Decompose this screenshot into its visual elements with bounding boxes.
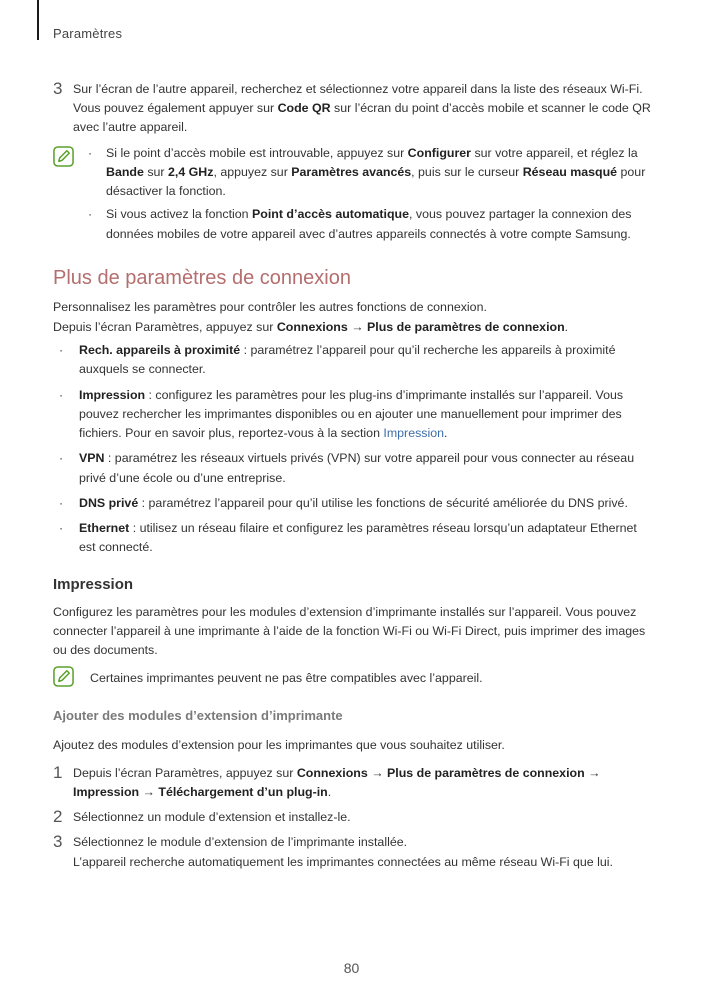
step-3-top bbox=[53, 80, 653, 138]
page-number: 80 bbox=[343, 960, 360, 976]
note-text: Certaines imprimantes peuvent ne pas être compatibles avec l’appareil. bbox=[90, 671, 483, 686]
step-number: 1 bbox=[53, 762, 63, 782]
step-1 bbox=[53, 764, 653, 802]
running-header: Paramètres bbox=[53, 26, 123, 41]
ajouter-intro: Ajoutez des modules d’extension pour les imprimantes que vous souhaitez utiliser. bbox=[53, 738, 505, 753]
subsection-title: Impression bbox=[53, 576, 134, 594]
section-title: Plus de paramètres de connexion bbox=[53, 266, 351, 289]
section-path: Depuis l’écran Paramètres, appuyez sur Connexions → Plus de paramètres de connexion. bbox=[53, 319, 569, 334]
step-number: 2 bbox=[53, 807, 63, 827]
note-item: · Si le point d’accès mobile est introuvable, appuyez sur Configurer sur votre appareil, et réglez la Bande sur 2,4 GHz, appuyez sur Paramètres avancés, puis sur le curseur Réseau masqué pour désactiver la fonction. bbox=[88, 145, 646, 199]
header-rule bbox=[37, 0, 39, 40]
list-item: · VPN : paramétrez les réseaux virtuels privés (VPN) sur votre appareil pour vous connecter au réseau privé d’une école ou d’une entreprise. bbox=[59, 451, 635, 485]
note-item: · Si vous activez la fonction Point d’accès automatique, vous pouvez partager la connexion des données mobiles de votre appareil avec d’autres appareils connectés à votre compte Samsung. bbox=[88, 207, 632, 241]
note-icon bbox=[53, 146, 74, 167]
step-text: Depuis l’écran Paramètres, appuyez sur Connexions → Plus de paramètres de connexion → Impression → Téléchargement d’un plug-in. bbox=[73, 765, 601, 799]
step-text: Sur l’écran de l’autre appareil, recherchez et sélectionnez votre appareil dans la liste des réseaux Wi-Fi. Vous pouvez également appuyer sur Code QR sur l’écran du point d’accès mobile et scanner le code QR avec l’autre appareil. bbox=[73, 82, 651, 135]
note-block bbox=[53, 144, 653, 244]
step-text: Sélectionnez le module d’extension de l’imprimante installée. bbox=[73, 835, 408, 850]
list-item: · Impression : configurez les paramètres pour les plug-ins d’imprimante installés sur l’appareil. Vous pouvez rechercher les imprimantes disponibles ou en ajouter une manuellement pour imprimer des fichiers. Pour en savoir plus, reportez-vous à la section Impression. bbox=[59, 387, 624, 441]
step-2 bbox=[53, 808, 653, 827]
step-subtext: L’appareil recherche automatiquement les imprimantes connectées au même réseau Wi-Fi que lui. bbox=[73, 854, 613, 869]
subsubsection-title: Ajouter des modules d’extension d’imprimante bbox=[53, 708, 343, 724]
list-item: · Ethernet : utilisez un réseau filaire et configurez les paramètres réseau lorsqu’un adaptateur Ethernet est connecté. bbox=[59, 520, 637, 555]
note-icon bbox=[53, 666, 74, 687]
step-number: 3 bbox=[53, 832, 63, 852]
note-list bbox=[88, 144, 653, 244]
page-content bbox=[53, 80, 653, 872]
list-item: · Rech. appareils à proximité : paramétrez l’appareil pour qu’il recherche les appareils à proximité auxquels se connecter. bbox=[59, 343, 616, 377]
impression-link[interactable]: Impression bbox=[383, 426, 445, 441]
note-block bbox=[53, 668, 653, 692]
section-intro: Personnalisez les paramètres pour contrôler les autres fonctions de connexion. bbox=[53, 299, 487, 314]
step-text: Sélectionnez un module d’extension et installez-le. bbox=[73, 810, 351, 825]
impression-body: Configurez les paramètres pour les modules d’extension d’imprimante installés sur l’appareil. Vous pouvez connecter l’appareil à une imprimante à l’aide de la fonction Wi-Fi ou Wi-Fi Direct, puis imprimer des images ou des documents. bbox=[53, 604, 646, 658]
list-item: · DNS privé : paramétrez l’appareil pour qu’il utilise les fonctions de sécurité améliorée du DNS privé. bbox=[59, 495, 628, 510]
step-3 bbox=[53, 833, 653, 871]
step-number: 3 bbox=[53, 79, 63, 98]
settings-list bbox=[53, 341, 653, 557]
